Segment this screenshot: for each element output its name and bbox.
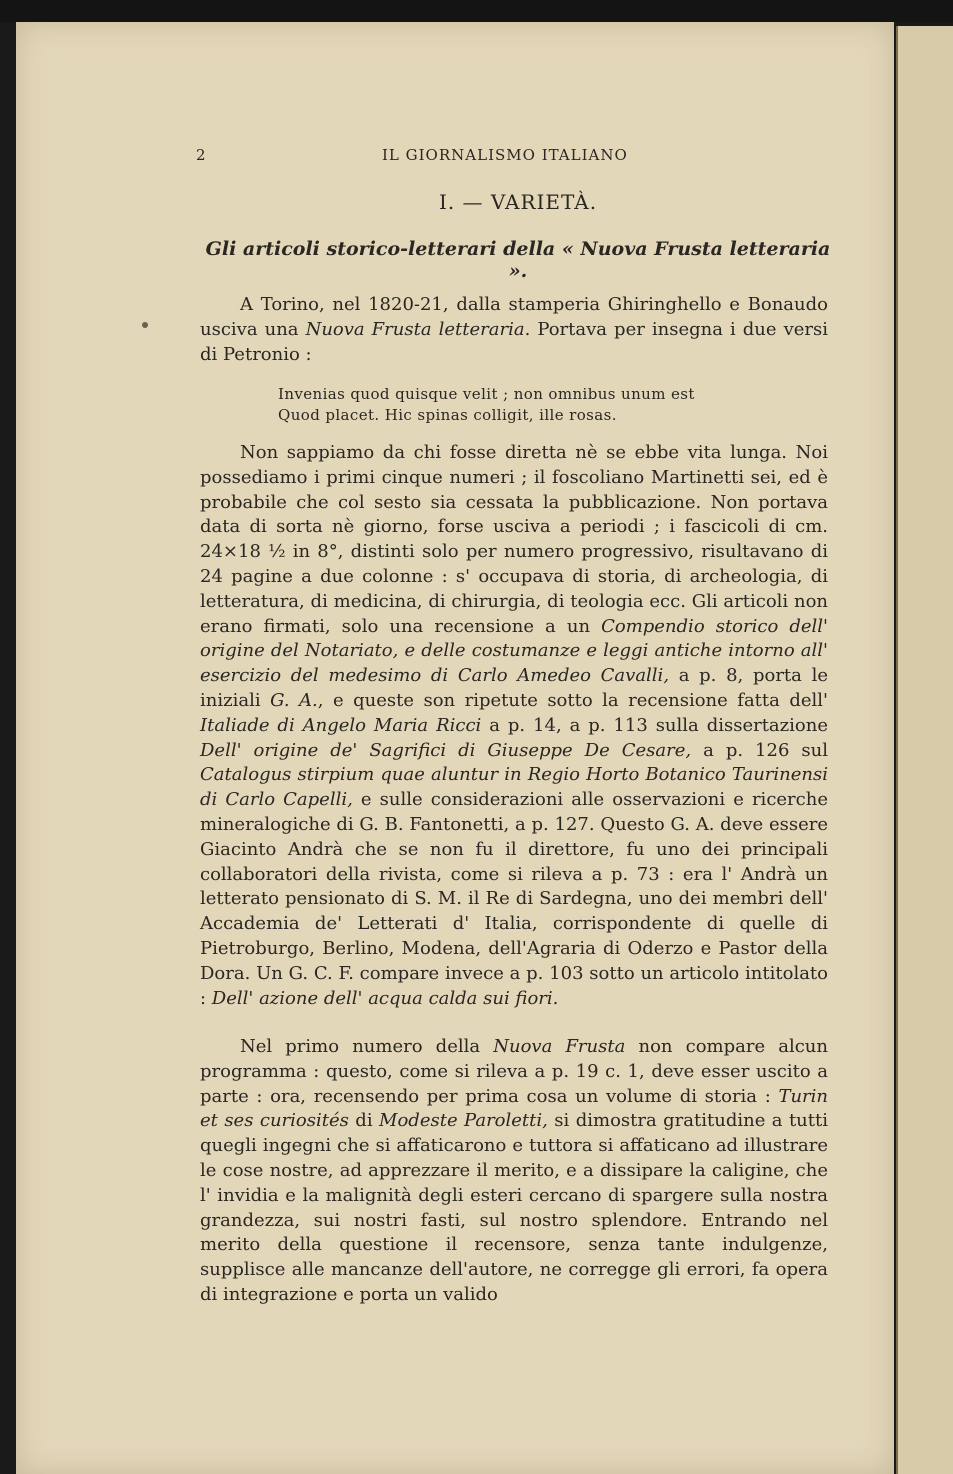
section-title: I. — VARIETÀ.: [438, 190, 598, 214]
adjacent-page-edge: [896, 26, 953, 1474]
running-title: IL GIORNALISMO ITALIANO: [382, 146, 628, 164]
petronius-quote: [278, 384, 798, 426]
scan-top-border: [0, 0, 953, 22]
paragraph-history: Non sappiamo da chi fosse diretta nè se ebbe vita lunga. Noi possediamo i primi cinque numeri ; il foscoliano Martinetti sei, ed è probabile che col sesto sia cessata la pubblicazione. Non portava data di sorta nè giorno, forse usciva a periodi ; i fascicoli di cm. 24×18 ½ in 8°, distinti solo per numero progressivo, risultavano di 24 pagine a due colonne : s' occupava di storia, di archeologia, di letteratura, di medicina, di chirurgia, di teologia ecc. Gli articoli non erano firmati, solo una recensione a un Compendio storico dell' origine del Notariato, e delle costumanze e leggi antiche intorno all' esercizio del medesimo di Carlo Amedeo Cavalli, a p. 8, porta le iniziali G. A., e queste son ripetute sotto la recensione fatta dell' Italiade di Angelo Maria Ricci a p. 14, a p. 113 sulla dissertazione Dell' origine de' Sagrifici di Giuseppe De Cesare, a p. 126 sul Catalogus stirpium quae aluntur in Regio Horto Botanico Taurinensi di Carlo Capelli, e sulle considerazioni alle osservazioni e ricerche mineralogiche di G. B. Fantonetti, a p. 127. Questo G. A. deve essere Giacinto Andrà che se non fu il direttore, fu uno dei principali collaboratori della rivista, come si rileva a p. 73 : era l' Andrà un letterato pensionato di S. M. il Re di Sardegna, uno dei membri dell' Accademia de' Letterati d' Italia, corrispondente di quelle di Pietroburgo, Berlino, Modena, dell'Agraria di Oderzo e Pastor della Dora. Un G. C. F. compare invece a p. 103 sotto un articolo intitolato : Dell' azione dell' acqua calda sui fiori.: [200, 442, 828, 1009]
page-number: 2: [196, 146, 207, 164]
quote-line: Invenias quod quisque velit ; non omnibus unum est: [278, 385, 695, 403]
article-subtitle: Gli articoli storico-letterari della « Nuova Frusta letteraria ».: [205, 238, 831, 282]
running-header: [196, 146, 832, 166]
margin-mark: [142, 322, 148, 328]
paragraph-first-issue: Nel primo numero della Nuova Frusta non compare alcun programma : questo, come si rileva a p. 19 c. 1, deve esser uscito a parte : ora, recensendo per prima cosa un volume di storia : Turin et ses curiosités di Modeste Paroletti, si dimostra gratitudine a tutti quegli ingegni che si affaticarono e tuttora si affaticano ad illustrare le cose nostre, ad apprezzare il merito, e a dissipare la caligine, che l' invidia e la malignità degli esteri cercano di spargere sulla nostra grandezza, sui nostri fasti, sul nostro splendore. Entrando nel merito della questione il recensore, senza tante indulgenze, supplisce alle mancanze dell'autore, ne corregge gli errori, fa opera di integrazione e porta un valido: [200, 1036, 828, 1305]
quote-line: Quod placet. Hic spinas colligit, ille rosas.: [278, 406, 617, 424]
paragraph-intro: A Torino, nel 1820-21, dalla stamperia Ghiringhello e Bonaudo usciva una Nuova Frusta letteraria. Portava per insegna i due versi di Petronio :: [200, 294, 828, 365]
